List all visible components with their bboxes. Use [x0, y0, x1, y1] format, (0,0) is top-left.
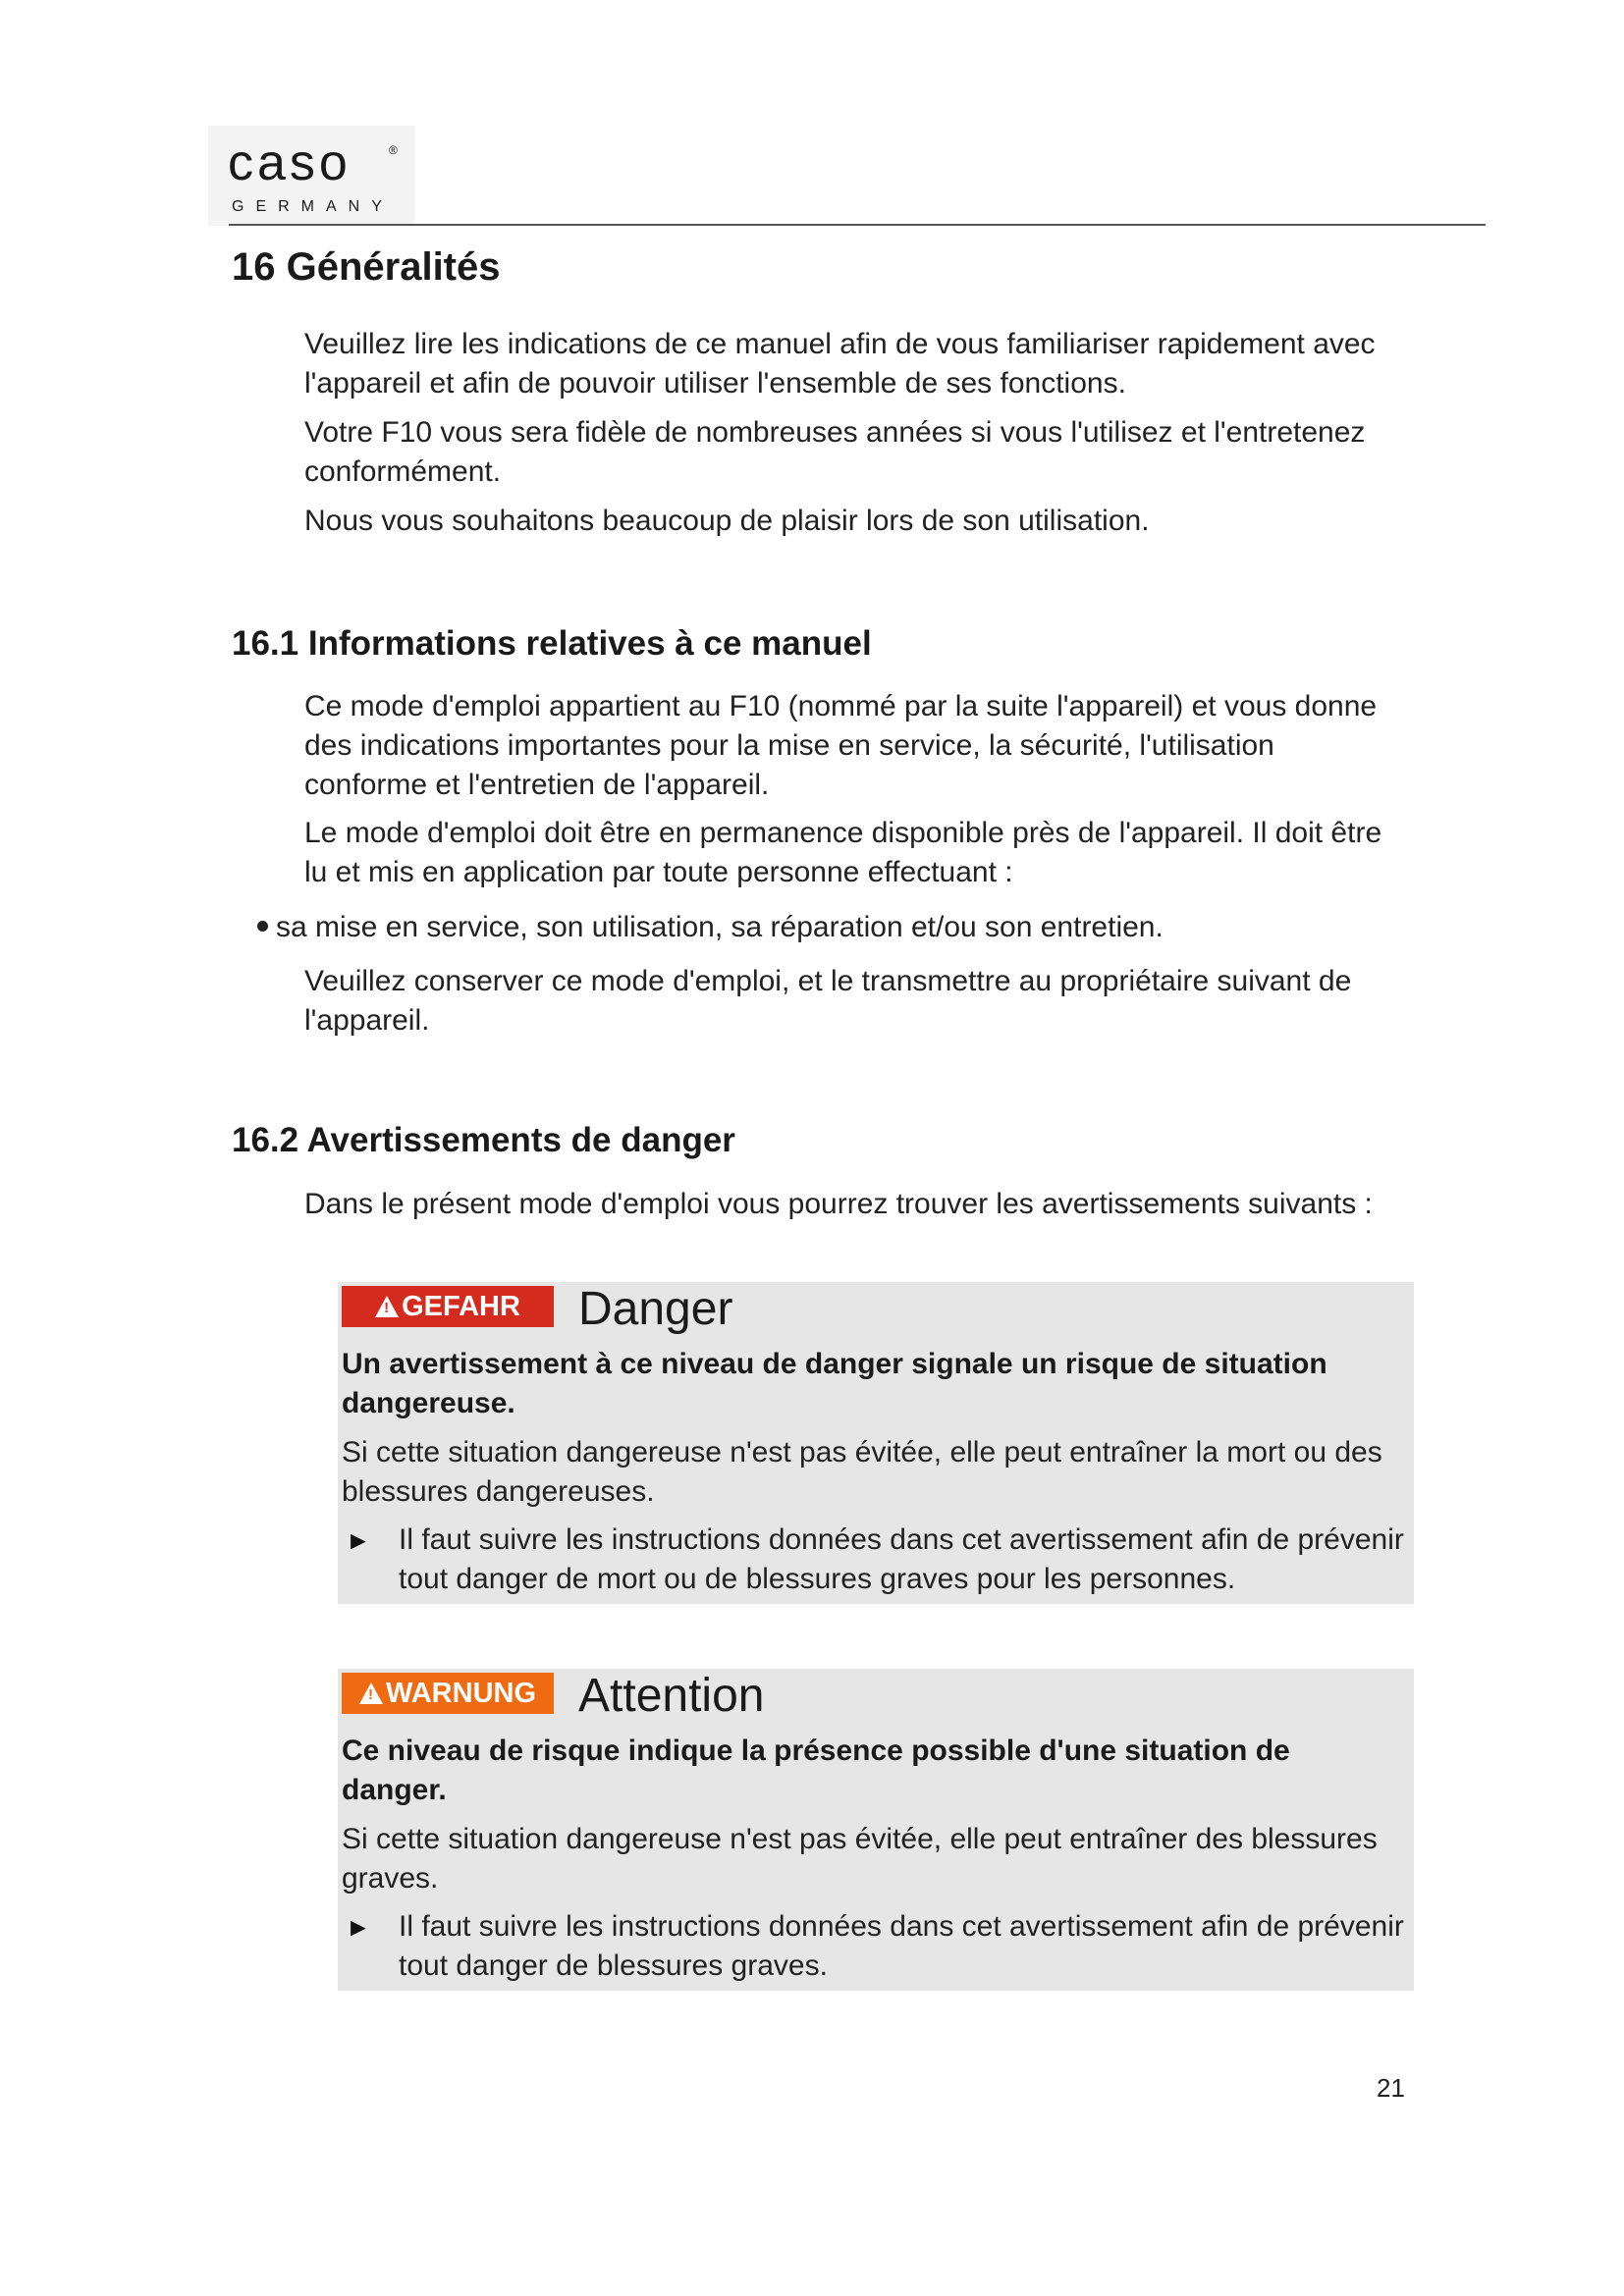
manual-info-paragraph-1: Ce mode d'emploi appartient au F10 (nommé par la suite l'appareil) et vous donne des indications importantes pour la mise en service, la sécurité, l'utilisation conforme et l'entretien de l'appareil. [304, 690, 1378, 801]
warning-definition: Ce niveau de risque indique la présence possible d'une situation de danger. [342, 1735, 1290, 1806]
bullet-dot-icon [257, 921, 268, 932]
badge-label: WARNUNG [385, 1677, 537, 1709]
header-divider [229, 224, 1486, 226]
warning-consequence: Si cette situation dangereuse n'est pas évitée, elle peut entraîner des blessures graves. [342, 1823, 1378, 1895]
section-title-16: 16 Généralités [232, 245, 501, 289]
warning-instruction: Il faut suivre les instructions données dans cet avertissement afin de prévenir tout danger de blessures graves. [399, 1910, 1404, 1982]
arrow-right-icon: ► [346, 1525, 371, 1555]
warnings-intro: Dans le présent mode d'emploi vous pourrez trouver les avertissements suivants : [304, 1188, 1373, 1220]
page-number: 21 [1377, 2073, 1405, 2103]
attention-warning-box [338, 1669, 1414, 1991]
list-item [257, 908, 1164, 947]
logo-subtitle: GERMANY [232, 198, 394, 215]
danger-warning-box [338, 1282, 1414, 1604]
warning-definition: Un avertissement à ce niveau de danger signale un risque de situation dangereuse. [342, 1348, 1327, 1419]
logo-registered-mark: ® [389, 143, 398, 157]
section-title-16-2: 16.2 Avertissements de danger [232, 1121, 735, 1159]
intro-paragraph-1: Veuillez lire les indications de ce manuel afin de vous familiariser rapidement avec l'appareil et afin de pouvoir utiliser l'ensemble de ses fonctions. [304, 328, 1376, 400]
manual-info-closing: Veuillez conserver ce mode d'emploi, et le transmettre au propriétaire suivant de l'appareil. [304, 965, 1352, 1037]
warning-triangle-icon [375, 1296, 399, 1317]
warning-consequence: Si cette situation dangereuse n'est pas évitée, elle peut entraîner la mort ou des blessures dangereuses. [342, 1436, 1382, 1508]
manual-info-paragraph-2: Le mode d'emploi doit être en permanence disponible près de l'appareil. Il doit être lu et mis en application par toute personne effectuant : [304, 817, 1382, 888]
arrow-right-icon: ► [346, 1912, 371, 1942]
logo-wordmark: caso [228, 134, 352, 191]
badge-label: GEFAHR [402, 1290, 520, 1322]
warning-title: Attention [578, 1670, 765, 1722]
warnung-badge [342, 1673, 554, 1714]
section-title-16-1: 16.1 Informations relatives à ce manuel [232, 624, 872, 663]
gefahr-badge [342, 1286, 554, 1327]
warning-title: Danger [578, 1283, 733, 1335]
intro-paragraph-3: Nous vous souhaitons beaucoup de plaisir lors de son utilisation. [304, 505, 1150, 537]
intro-paragraph-2: Votre F10 vous sera fidèle de nombreuses années si vous l'utilisez et l'entretenez conformément. [304, 416, 1366, 488]
warning-instruction: Il faut suivre les instructions données dans cet avertissement afin de prévenir tout danger de mort ou de blessures graves pour les personnes. [399, 1523, 1404, 1595]
brand-logo [208, 126, 414, 226]
list-item-text: sa mise en service, son utilisation, sa réparation et/ou son entretien. [276, 911, 1164, 943]
warning-triangle-icon [359, 1682, 383, 1704]
